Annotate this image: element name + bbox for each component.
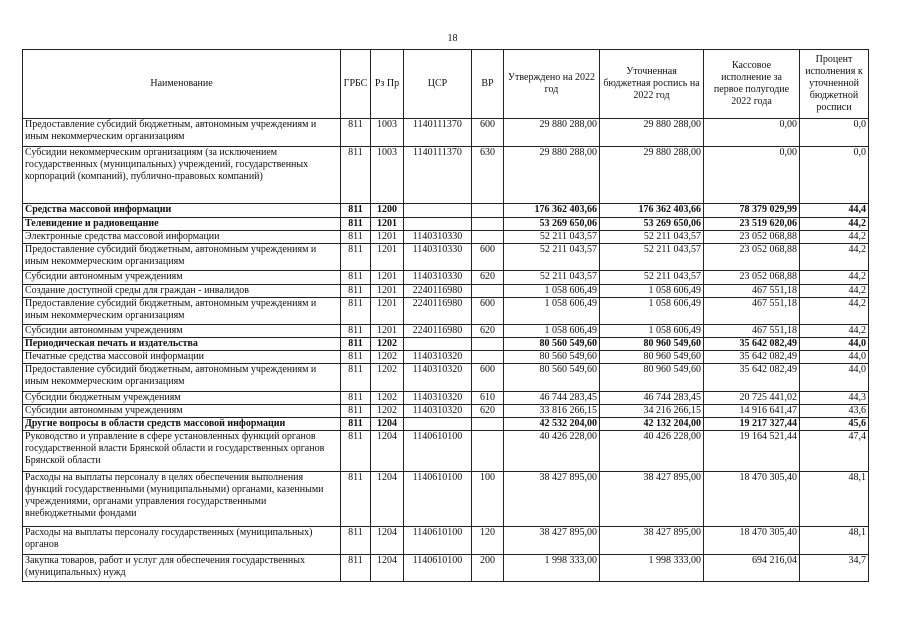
page-number: 18 [447,33,458,44]
table-row [23,338,869,351]
cell-vr [472,218,504,231]
cell-grbs: 811 [341,431,371,472]
cell-percent: 43,6 [800,405,869,418]
cell-csr: 1140310320 [404,364,472,392]
cell-cash: 23 052 068,88 [704,244,800,271]
cell-cash: 14 916 641,47 [704,405,800,418]
cell-vr: 200 [472,555,504,582]
cell-csr: 1140310320 [404,351,472,364]
cell-csr: 1140111370 [404,119,472,147]
cell-approved: 1 058 606,49 [504,285,600,298]
cell-grbs: 811 [341,147,371,204]
cell-vr: 600 [472,119,504,147]
cell-percent: 45,6 [800,418,869,431]
cell-csr [404,418,472,431]
cell-name: Субсидии некоммерческим организациям (за исключением государственных (муниципальных) учреждений, государственных корпораций (компаний), публично-правовых компаний) [23,147,341,204]
table-row [23,271,869,285]
cell-csr: 1140310320 [404,392,472,405]
cell-vr [472,431,504,472]
cell-cash: 35 642 082,49 [704,338,800,351]
table-row [23,218,869,231]
cell-rz-pr: 1201 [371,271,404,285]
cell-vr: 620 [472,405,504,418]
cell-rz-pr: 1202 [371,405,404,418]
cell-rz-pr: 1202 [371,364,404,392]
cell-approved: 46 744 283,45 [504,392,600,405]
cell-csr: 1140310320 [404,405,472,418]
cell-csr [404,218,472,231]
cell-rz-pr: 1201 [371,244,404,271]
cell-approved: 80 560 549,60 [504,351,600,364]
cell-vr [472,231,504,244]
cell-approved: 53 269 650,06 [504,218,600,231]
cell-refined: 1 998 333,00 [600,555,704,582]
table-row [23,231,869,244]
cell-percent: 47,4 [800,431,869,472]
table-header-row [23,50,869,119]
header-percent: Процент исполнения к уточненной бюджетной росписи [800,50,869,119]
cell-name: Печатные средства массовой информации [23,351,341,364]
cell-rz-pr: 1201 [371,298,404,325]
cell-csr: 1140111370 [404,147,472,204]
cell-vr [472,338,504,351]
cell-percent: 0,0 [800,119,869,147]
cell-rz-pr: 1201 [371,325,404,338]
table-row [23,119,869,147]
cell-name: Предоставление субсидий бюджетным, автономным учреждениям и иным некоммерческим организациям [23,364,341,392]
cell-grbs: 811 [341,285,371,298]
cell-approved: 52 211 043,57 [504,271,600,285]
cell-percent: 44,2 [800,231,869,244]
cell-csr: 1140310330 [404,271,472,285]
cell-refined: 80 960 549,60 [600,338,704,351]
cell-grbs: 811 [341,298,371,325]
table-row [23,147,869,204]
cell-approved: 1 058 606,49 [504,298,600,325]
cell-rz-pr: 1202 [371,392,404,405]
cell-vr [472,204,504,218]
header-grbs: ГРБС [341,50,371,119]
cell-vr: 600 [472,298,504,325]
table-row [23,418,869,431]
cell-name: Субсидии автономным учреждениям [23,405,341,418]
cell-grbs: 811 [341,271,371,285]
cell-refined: 80 960 549,60 [600,351,704,364]
cell-percent: 48,1 [800,472,869,527]
table-row [23,244,869,271]
cell-refined: 52 211 043,57 [600,231,704,244]
cell-csr: 1140310330 [404,244,472,271]
cell-percent: 44,2 [800,244,869,271]
cell-cash: 467 551,18 [704,325,800,338]
cell-grbs: 811 [341,351,371,364]
cell-vr: 620 [472,325,504,338]
cell-percent: 44,4 [800,204,869,218]
cell-percent: 44,2 [800,325,869,338]
cell-rz-pr: 1204 [371,527,404,555]
cell-csr: 2240116980 [404,298,472,325]
cell-rz-pr: 1201 [371,218,404,231]
cell-percent: 44,0 [800,364,869,392]
cell-approved: 33 816 266,15 [504,405,600,418]
cell-percent: 48,1 [800,527,869,555]
budget-table [22,49,869,582]
cell-rz-pr: 1200 [371,204,404,218]
table-row [23,204,869,218]
cell-cash: 19 164 521,44 [704,431,800,472]
cell-rz-pr: 1003 [371,119,404,147]
cell-cash: 18 470 305,40 [704,472,800,527]
cell-csr: 1140610100 [404,431,472,472]
header-cash: Кассовое исполнение за первое полугодие 2022 года [704,50,800,119]
cell-name: Периодическая печать и издательства [23,338,341,351]
cell-percent: 44,2 [800,285,869,298]
cell-cash: 23 052 068,88 [704,271,800,285]
cell-vr: 100 [472,472,504,527]
cell-vr: 620 [472,271,504,285]
cell-refined: 34 216 266,15 [600,405,704,418]
cell-name: Предоставление субсидий бюджетным, автономным учреждениям и иным некоммерческим организациям [23,298,341,325]
cell-name: Закупка товаров, работ и услуг для обеспечения государственных (муниципальных) нужд [23,555,341,582]
table-row [23,472,869,527]
cell-percent: 44,0 [800,351,869,364]
cell-rz-pr: 1201 [371,285,404,298]
cell-cash: 35 642 082,49 [704,351,800,364]
cell-cash: 694 216,04 [704,555,800,582]
cell-vr: 600 [472,244,504,271]
header-csr: ЦСР [404,50,472,119]
cell-grbs: 811 [341,364,371,392]
cell-cash: 467 551,18 [704,285,800,298]
header-refined: Уточненная бюджетная роспись на 2022 год [600,50,704,119]
cell-name: Субсидии бюджетным учреждениям [23,392,341,405]
cell-name: Руководство и управление в сфере установленных функций органов государственной власти Брянской области и государственных органов Брянской области [23,431,341,472]
cell-refined: 38 427 895,00 [600,527,704,555]
cell-percent: 44,2 [800,218,869,231]
cell-refined: 1 058 606,49 [600,285,704,298]
header-vr: ВР [472,50,504,119]
cell-percent: 34,7 [800,555,869,582]
cell-grbs: 811 [341,555,371,582]
cell-csr: 1140610100 [404,555,472,582]
cell-grbs: 811 [341,392,371,405]
table-row [23,351,869,364]
header-name: Наименование [23,50,341,119]
cell-refined: 1 058 606,49 [600,298,704,325]
table-row [23,392,869,405]
header-approved: Утверждено на 2022 год [504,50,600,119]
cell-grbs: 811 [341,119,371,147]
cell-rz-pr: 1202 [371,351,404,364]
cell-csr: 1140310330 [404,231,472,244]
cell-refined: 40 426 228,00 [600,431,704,472]
cell-cash: 23 519 620,06 [704,218,800,231]
cell-refined: 46 744 283,45 [600,392,704,405]
cell-cash: 20 725 441,02 [704,392,800,405]
cell-grbs: 811 [341,405,371,418]
cell-name: Предоставление субсидий бюджетным, автономным учреждениям и иным некоммерческим организациям [23,119,341,147]
budget-table-body [23,119,869,582]
table-row [23,285,869,298]
cell-grbs: 811 [341,204,371,218]
table-row [23,555,869,582]
cell-percent: 44,2 [800,298,869,325]
cell-rz-pr: 1201 [371,231,404,244]
cell-name: Электронные средства массовой информации [23,231,341,244]
table-row [23,405,869,418]
cell-approved: 52 211 043,57 [504,244,600,271]
cell-approved: 80 560 549,60 [504,364,600,392]
cell-grbs: 811 [341,244,371,271]
cell-refined: 80 960 549,60 [600,364,704,392]
table-row [23,527,869,555]
cell-cash: 0,00 [704,147,800,204]
cell-approved: 29 880 288,00 [504,119,600,147]
cell-rz-pr: 1003 [371,147,404,204]
cell-cash: 19 217 327,44 [704,418,800,431]
cell-approved: 176 362 403,66 [504,204,600,218]
table-row [23,325,869,338]
cell-grbs: 811 [341,338,371,351]
cell-approved: 38 427 895,00 [504,527,600,555]
cell-csr: 1140610100 [404,472,472,527]
cell-refined: 52 211 043,57 [600,271,704,285]
cell-rz-pr: 1204 [371,472,404,527]
cell-refined: 176 362 403,66 [600,204,704,218]
cell-csr: 2240116980 [404,285,472,298]
cell-approved: 1 058 606,49 [504,325,600,338]
cell-name: Субсидии автономным учреждениям [23,271,341,285]
cell-name: Расходы на выплаты персоналу в целях обеспечения выполнения функций государственными (муниципальными) органами, казенными учреждениями, органами управления государственными внебюджетными фондами [23,472,341,527]
cell-approved: 40 426 228,00 [504,431,600,472]
cell-cash: 18 470 305,40 [704,527,800,555]
cell-grbs: 811 [341,231,371,244]
cell-cash: 467 551,18 [704,298,800,325]
cell-vr: 630 [472,147,504,204]
cell-approved: 42 532 204,00 [504,418,600,431]
cell-name: Средства массовой информации [23,204,341,218]
cell-rz-pr: 1204 [371,431,404,472]
cell-percent: 0,0 [800,147,869,204]
cell-csr: 2240116980 [404,325,472,338]
cell-refined: 38 427 895,00 [600,472,704,527]
cell-refined: 29 880 288,00 [600,119,704,147]
cell-refined: 1 058 606,49 [600,325,704,338]
cell-vr: 600 [472,364,504,392]
cell-cash: 78 379 029,99 [704,204,800,218]
cell-grbs: 811 [341,418,371,431]
cell-refined: 52 211 043,57 [600,244,704,271]
cell-csr [404,338,472,351]
cell-approved: 80 560 549,60 [504,338,600,351]
cell-percent: 44,3 [800,392,869,405]
cell-percent: 44,0 [800,338,869,351]
cell-approved: 1 998 333,00 [504,555,600,582]
cell-vr [472,285,504,298]
cell-rz-pr: 1204 [371,555,404,582]
cell-vr: 120 [472,527,504,555]
cell-name: Расходы на выплаты персоналу государственных (муниципальных) органов [23,527,341,555]
cell-cash: 23 052 068,88 [704,231,800,244]
cell-rz-pr: 1204 [371,418,404,431]
table-row [23,298,869,325]
cell-rz-pr: 1202 [371,338,404,351]
table-row [23,431,869,472]
cell-approved: 29 880 288,00 [504,147,600,204]
cell-grbs: 811 [341,527,371,555]
header-rz-pr: Рз Пр [371,50,404,119]
cell-vr: 610 [472,392,504,405]
cell-refined: 53 269 650,06 [600,218,704,231]
cell-vr [472,418,504,431]
cell-name: Другие вопросы в области средств массовой информации [23,418,341,431]
cell-vr [472,351,504,364]
cell-grbs: 811 [341,218,371,231]
cell-percent: 44,2 [800,271,869,285]
cell-csr: 1140610100 [404,527,472,555]
cell-grbs: 811 [341,472,371,527]
cell-name: Телевидение и радиовещание [23,218,341,231]
cell-cash: 35 642 082,49 [704,364,800,392]
cell-cash: 0,00 [704,119,800,147]
cell-name: Предоставление субсидий бюджетным, автономным учреждениям и иным некоммерческим организациям [23,244,341,271]
cell-grbs: 811 [341,325,371,338]
cell-csr [404,204,472,218]
cell-refined: 29 880 288,00 [600,147,704,204]
cell-name: Создание доступной среды для граждан - инвалидов [23,285,341,298]
cell-approved: 38 427 895,00 [504,472,600,527]
table-row [23,364,869,392]
cell-refined: 42 132 204,00 [600,418,704,431]
cell-name: Субсидии автономным учреждениям [23,325,341,338]
cell-approved: 52 211 043,57 [504,231,600,244]
